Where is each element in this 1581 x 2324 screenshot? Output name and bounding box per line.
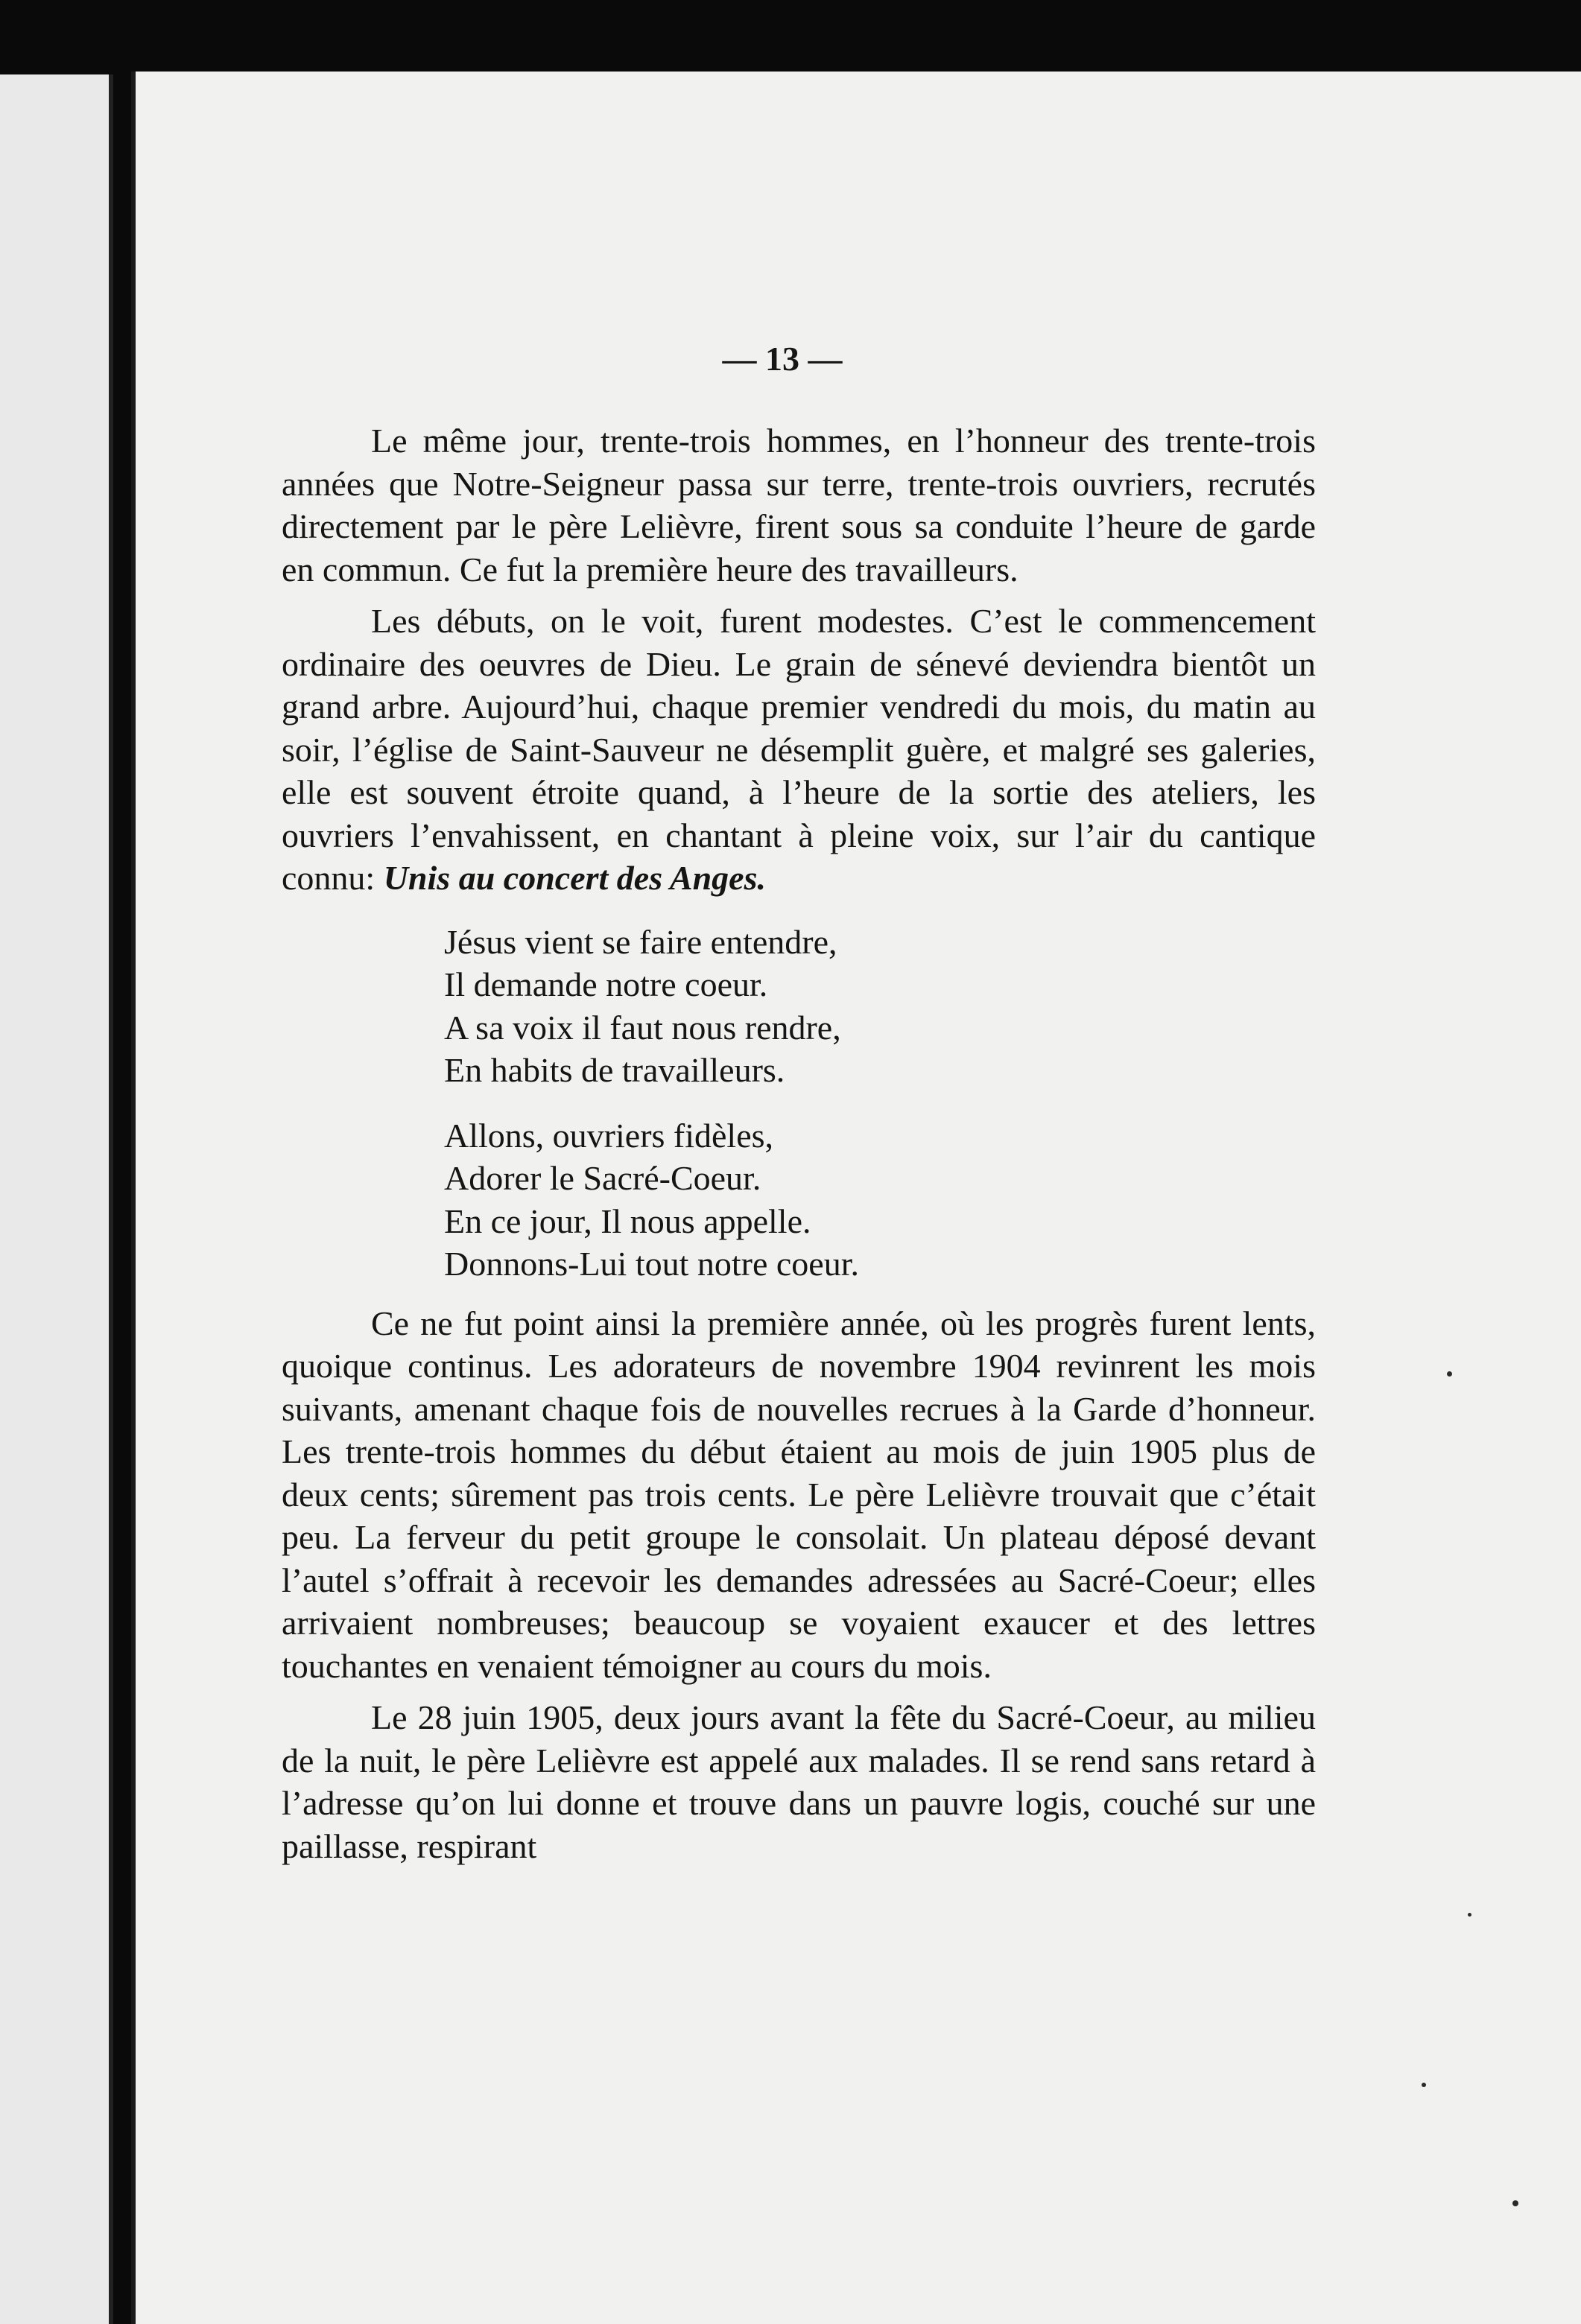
page-body-text: [282, 419, 1316, 1867]
paragraph-1: Le même jour, trente-trois hommes, en l’honneur des trente-trois années que Notre-Seigneur passa sur terre, trente-trois ouvriers, recrutés directement par le père Lelièvre, firent sous sa conduite l’heure de garde en commun. Ce fut la première heure des travailleurs.: [282, 422, 1316, 588]
paragraph-4: Le 28 juin 1905, deux jours avant la fête du Sacré-Coeur, au milieu de la nuit, le père Lelièvre est appelé aux malades. Il se rend sans retard à l’adresse qu’on lui donne et trouve dans un pauvre logis, couché sur une paillasse, respirant: [282, 1698, 1316, 1865]
speck-mark: [1468, 1913, 1471, 1917]
paragraph-2: [282, 600, 1316, 900]
verse-line: A sa voix il faut nous rendre,: [444, 1008, 841, 1047]
verse-line: En ce jour, Il nous appelle.: [444, 1201, 811, 1240]
previous-page-edge: [0, 74, 113, 2324]
verse-line: Allons, ouvriers fidèles,: [444, 1116, 774, 1155]
verse-line: Jésus vient se faire entendre,: [444, 922, 837, 961]
speck-mark: [1512, 2200, 1518, 2206]
hymn-stanza-1: [444, 921, 1316, 1092]
verse-line: Adorer le Sacré-Coeur.: [444, 1159, 761, 1197]
verse-line: Donnons-Lui tout notre coeur.: [444, 1245, 860, 1283]
paragraph-2-text: Les débuts, on le voit, furent modestes. C’est le commencement ordinaire des oeuvres de Dieu. Le grain de sénevé deviendra bientôt un grand arbre. Aujourd’hui, chaque premier vendredi du mois, du matin au soir, l’église de Saint-Sauveur ne désemplit guère, et malgré ses galeries, elle est souvent étroite quand, à l’heure de la sortie des ateliers, les ouvriers l’envahissent, en chantant à pleine voix, sur l’air du cantique connu:: [282, 602, 1316, 897]
page-number: — 13 —: [722, 340, 843, 378]
paragraph-3: Ce ne fut point ainsi la première année, où les progrès furent lents, quoique continus. Les adorateurs de novembre 1904 revinrent les mois suivants, amenant chaque fois de nouvelles recrues à la Garde d’honneur. Les trente-trois hommes du début étaient au mois de juin 1905 plus de deux cents; sûrement pas trois cents. Le père Lelièvre trouvait que c’était peu. La ferveur du petit groupe le consolait. Un plateau déposé devant l’autel s’offrait à recevoir les demandes adressées au Sacré-Coeur; elles arrivaient nombreuses; beaucoup se voyaient exaucer et des lettres touchantes en venaient témoigner au cours du mois.: [282, 1304, 1316, 1685]
speck-mark: [1447, 1371, 1452, 1377]
speck-mark: [1422, 2083, 1426, 2087]
hymn-stanza-2: [444, 1114, 1316, 1286]
verse-line: En habits de travailleurs.: [444, 1051, 785, 1089]
verse-line: Il demande notre coeur.: [444, 965, 768, 1003]
hymn-title: Unis au concert des Anges.: [383, 859, 766, 897]
